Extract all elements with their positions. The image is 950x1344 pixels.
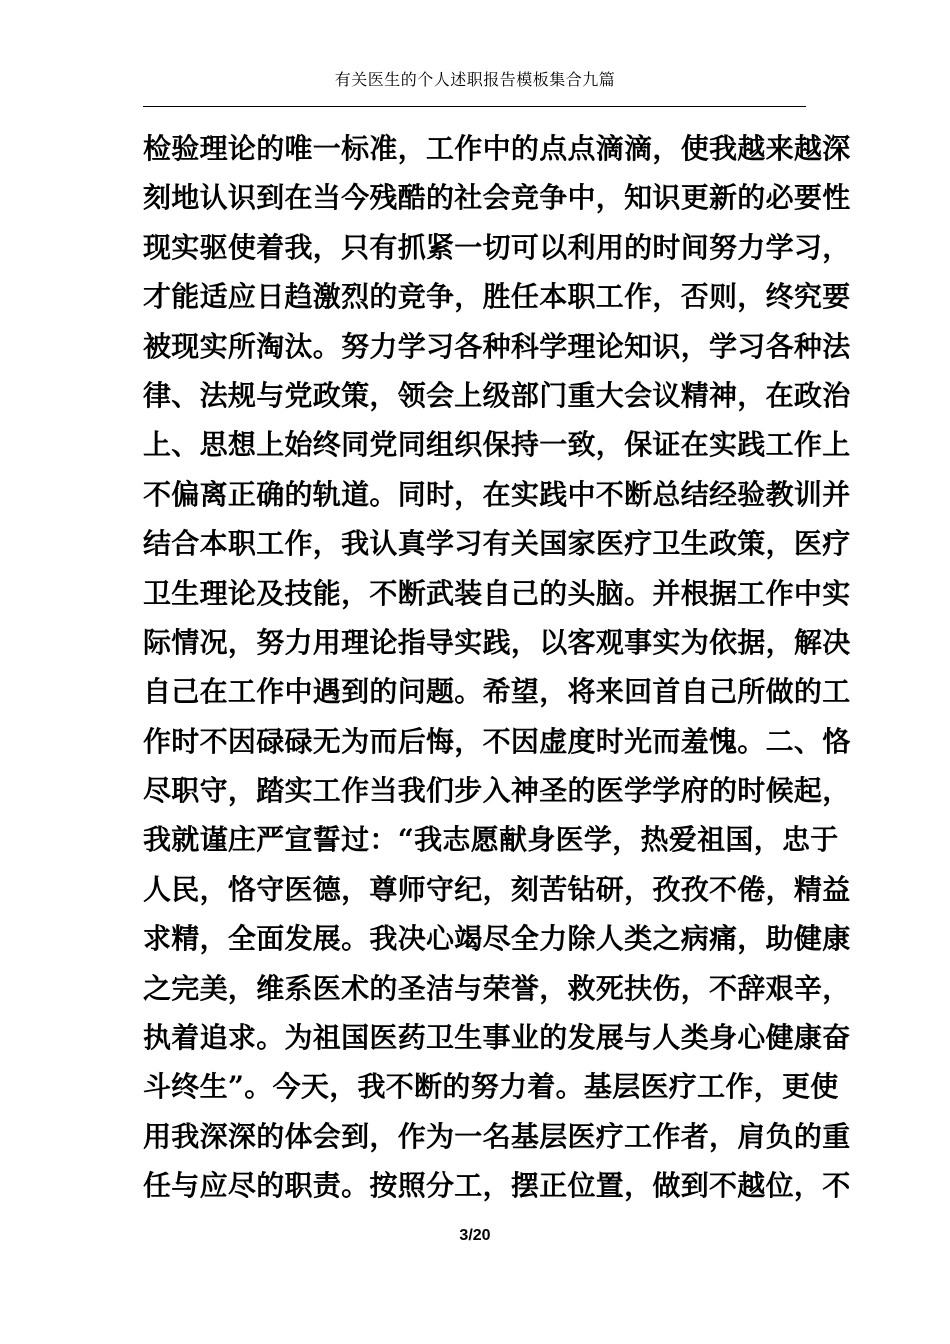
text-line: 尽职守，踏实工作当我们步入神圣的医学学府的时候起，: [143, 774, 851, 808]
text-line: 我就谨庄严宣誓过：“我志愿献身医学，热爱祖国，忠于: [143, 823, 839, 857]
text-line: 自己在工作中遇到的问题。希望，将来回首自己所做的工: [143, 675, 851, 709]
text-line: 任与应尽的职责。按照分工，摆正位置，做到不越位，不: [143, 1169, 851, 1203]
text-line: 不偏离正确的轨道。同时，在实践中不断总结经验教训并: [143, 477, 851, 511]
text-line: 之完美，维系医术的圣洁与荣誉，救死扶伤，不辞艰辛，: [143, 971, 851, 1005]
text-line: 上、思想上始终同党同组织保持一致，保证在实践工作上: [143, 428, 851, 462]
text-line: 际情况，努力用理论指导实践，以客观事实为依据，解决: [143, 625, 851, 659]
text-line: 斗终生”。今天，我不断的努力着。基层医疗工作，更使: [143, 1070, 839, 1104]
text-line: 才能适应日趋激烈的竞争，胜任本职工作，否则，终究要: [143, 280, 851, 314]
body-text: [143, 124, 851, 1211]
text-line: 律、法规与党政策，领会上级部门重大会议精神，在政治: [143, 378, 851, 412]
text-line: 现实驱使着我，只有抓紧一切可以利用的时间努力学习，: [143, 230, 851, 264]
page-number: 3/20: [459, 1227, 491, 1244]
text-line: 人民，恪守医德，尊师守纪，刻苦钻研，孜孜不倦，精益: [143, 872, 851, 906]
text-line: 卫生理论及技能，不断武装自己的头脑。并根据工作中实: [143, 576, 851, 610]
text-line: 求精，全面发展。我决心竭尽全力除人类之病痛，助健康: [143, 922, 851, 956]
text-line: 被现实所淘汰。努力学习各种科学理论知识，学习各种法: [143, 329, 851, 363]
text-line: 作时不因碌碌无为而后悔，不因虚度时光而羞愧。二、恪: [143, 724, 851, 758]
text-line: 检验理论的唯一标准，工作中的点点滴滴，使我越来越深: [143, 132, 851, 165]
page-header: 有关医生的个人述职报告模板集合九篇: [334, 70, 616, 89]
text-line: 用我深深的体会到，作为一名基层医疗工作者，肩负的重: [143, 1119, 851, 1153]
header-divider: [143, 106, 806, 107]
text-line: 结合本职工作，我认真学习有关国家医疗卫生政策，医疗: [143, 527, 851, 561]
text-line: 执着追求。为祖国医药卫生事业的发展与人类身心健康奋: [143, 1021, 851, 1055]
text-line: 刻地认识到在当今残酷的社会竞争中，知识更新的必要性: [143, 181, 851, 215]
